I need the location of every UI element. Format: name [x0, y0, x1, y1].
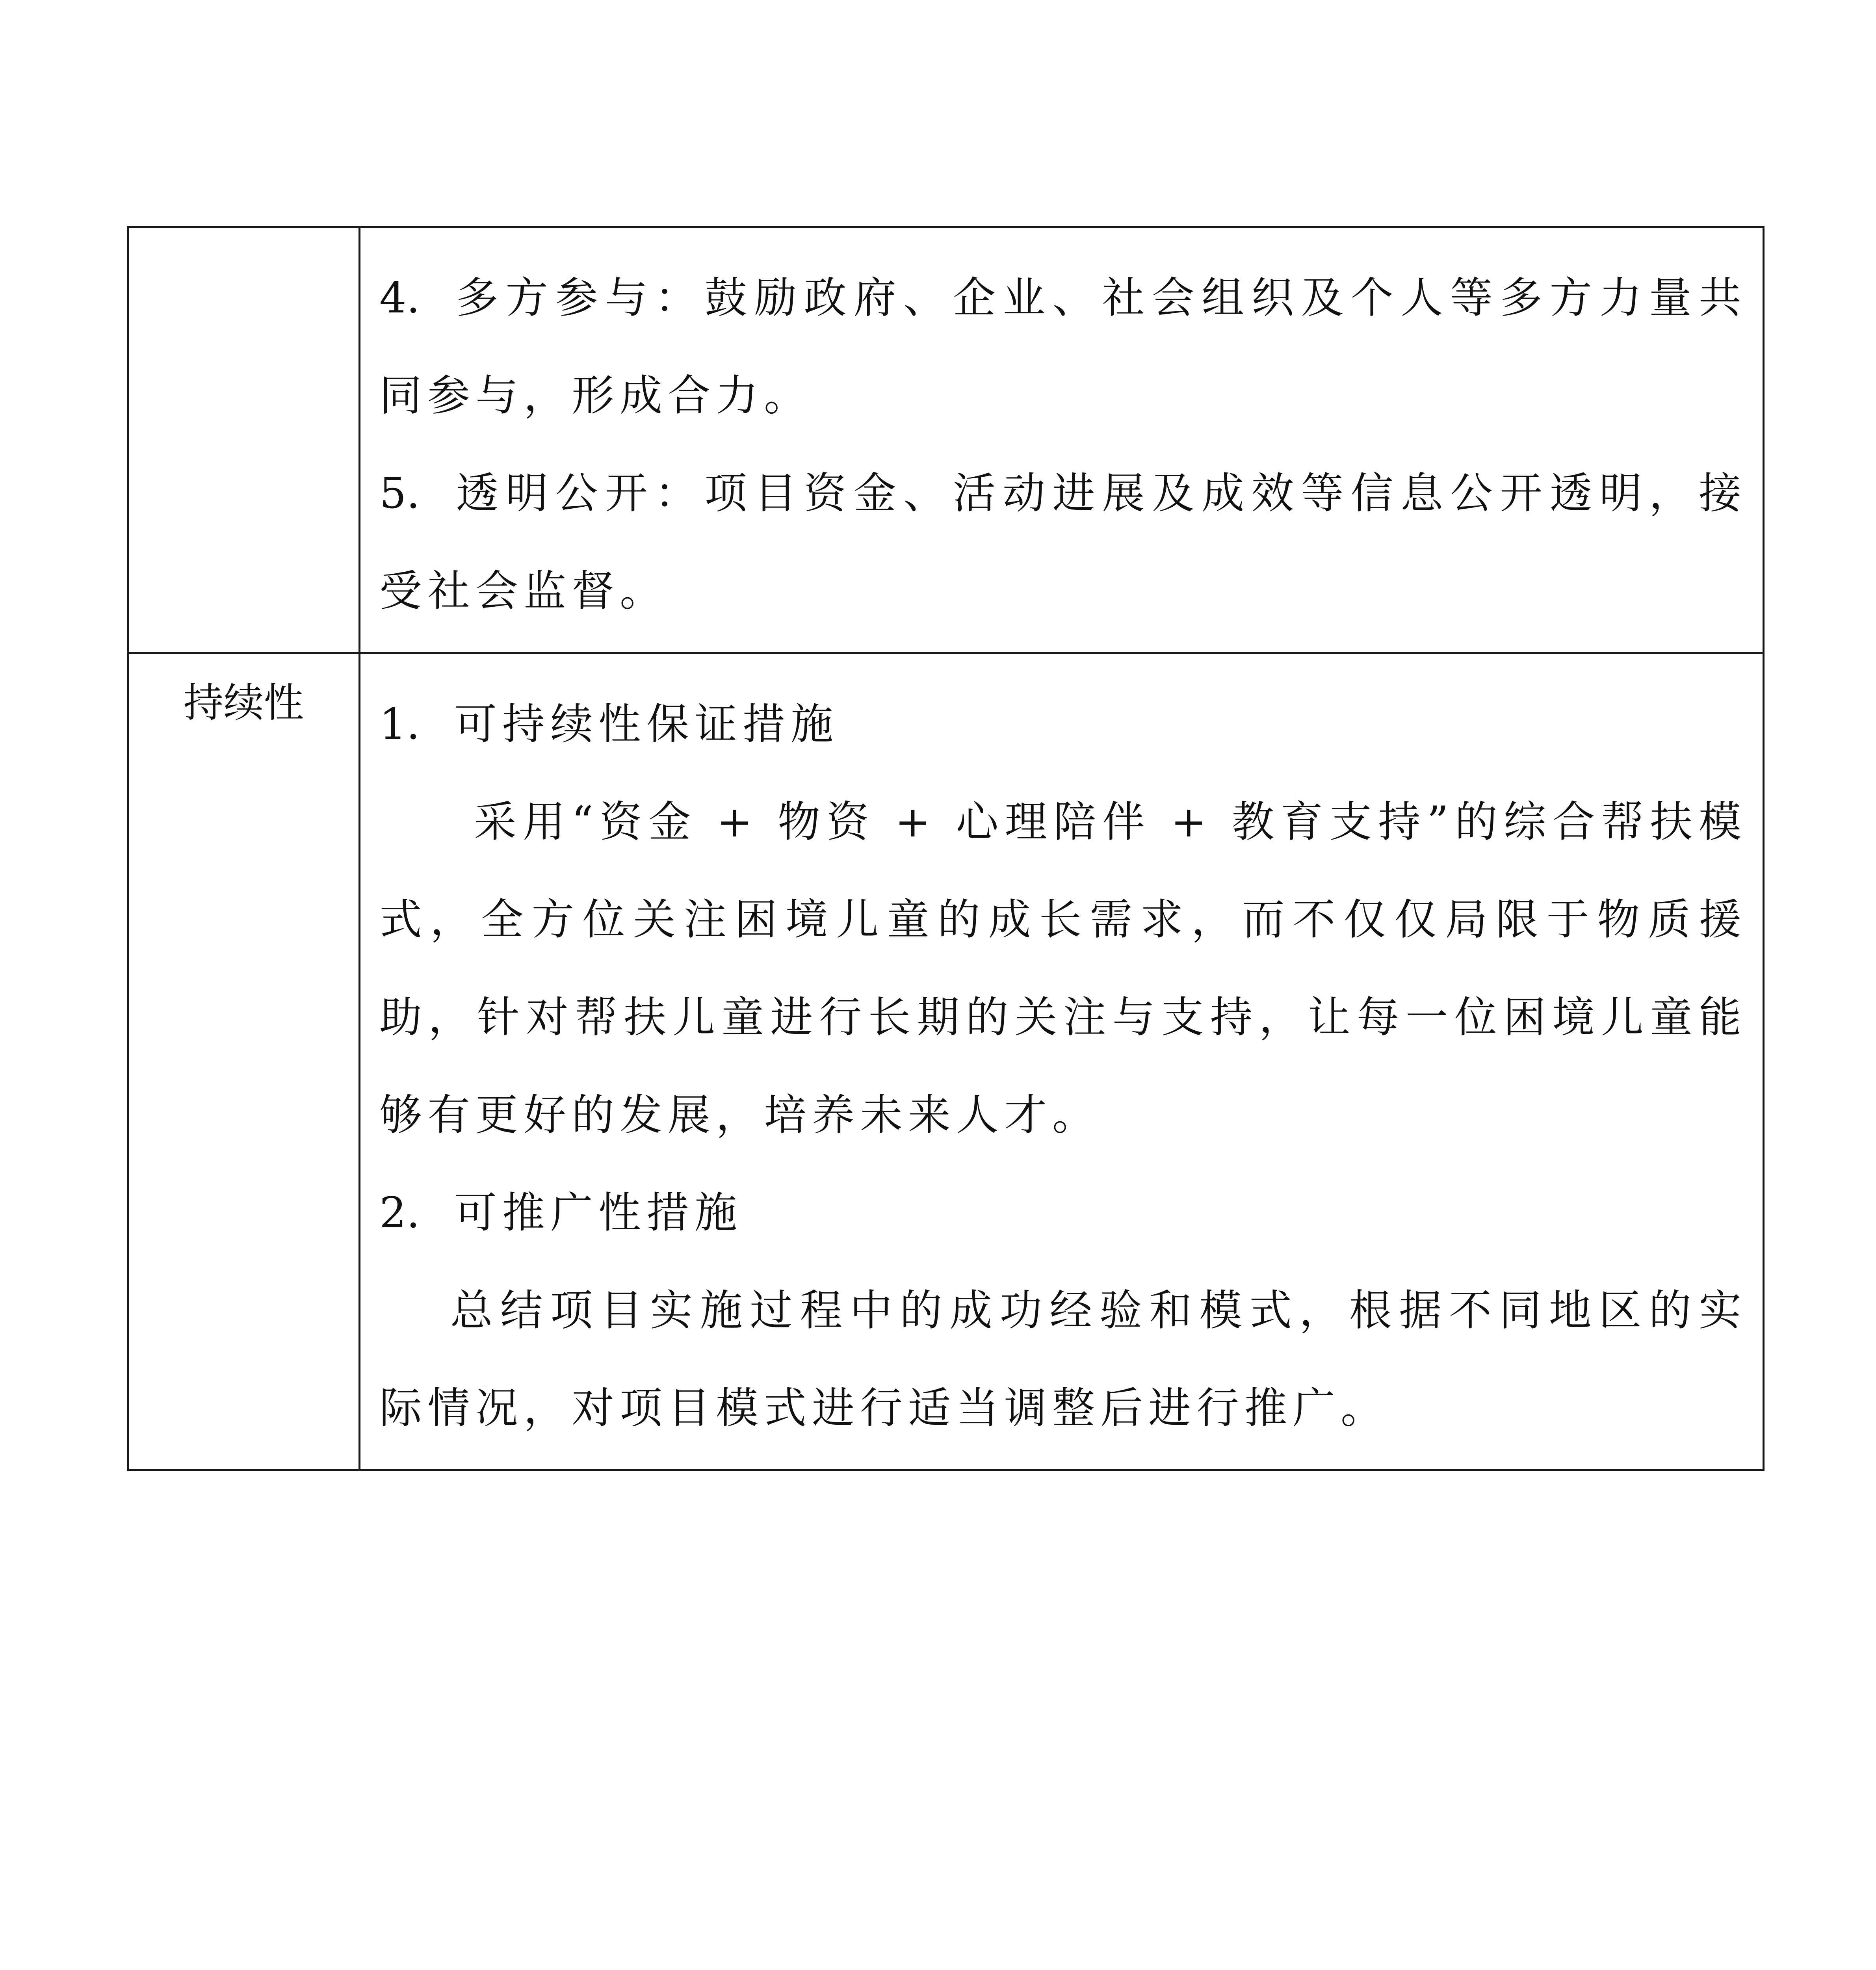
section-heading — [379, 676, 1747, 773]
list-item-number: 5. — [379, 469, 420, 518]
section-heading — [379, 1164, 1747, 1262]
row-content — [360, 227, 1764, 653]
list-item-text: 透明公开：项目资金、活动进展及成效等信息公开透明，接受社会监督。 — [379, 469, 1747, 616]
heading-number: 2. — [379, 1188, 420, 1238]
list-item-number: 4. — [379, 273, 420, 323]
paragraph: 采用“资金 + 物资 + 心理陪伴 + 教育支持”的综合帮扶模式，全方位关注困境儿童的成长需求，而不仅仅局限于物质援助，针对帮扶儿童进行长期的关注与支持，让每一位困境儿童能够有更好的发展，培养未来人才。 — [379, 797, 1747, 1140]
content-table — [127, 226, 1765, 1471]
heading-text: 可推广性措施 — [454, 1188, 743, 1238]
table-row — [128, 227, 1764, 653]
row-label-empty — [128, 227, 360, 653]
list-item-text: 多方参与：鼓励政府、企业、社会组织及个人等多方力量共同参与，形成合力。 — [379, 273, 1747, 420]
heading-number: 1. — [379, 700, 420, 749]
table-row — [128, 653, 1764, 1470]
heading-text: 可持续性保证措施 — [454, 700, 839, 749]
list-item — [379, 445, 1747, 640]
paragraph: 总结项目实施过程中的成功经验和模式，根据不同地区的实际情况，对项目模式进行适当调整后进行推广。 — [379, 1286, 1747, 1433]
row-content — [360, 653, 1764, 1470]
list-item — [379, 249, 1747, 445]
row-label-sustainability: 持续性 — [128, 653, 360, 1470]
